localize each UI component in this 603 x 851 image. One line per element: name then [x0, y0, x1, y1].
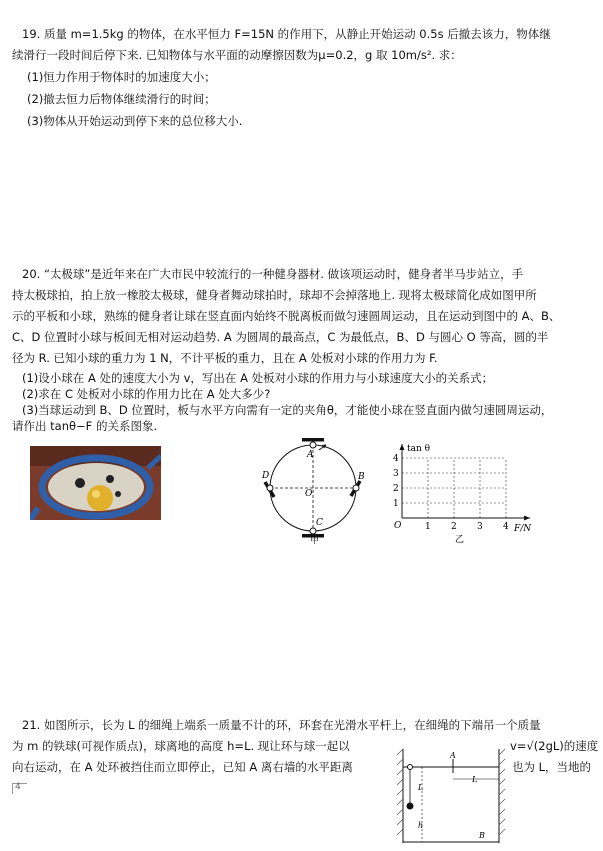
figure-q21: [395, 745, 507, 845]
x-tick-label: 4: [503, 522, 509, 532]
q21-line1: 21. 如图所示，长为 L 的细绳上端系一质量不计的环，环套在光滑水平杆上，在细绳的下端吊一个质量: [22, 718, 541, 732]
y-tick-label: 4: [393, 454, 399, 464]
q20-line5: 径为 R. 已知小球的重力为 1 N，不计平板的重力，且在 A 处板对小球的作用力为 F.: [12, 351, 438, 365]
q21-line2-left: 为 m 的铁球(可视作质点)，球离地的高度 h=L. 现让环与球一起以: [12, 739, 350, 753]
label-L-horizontal: L: [472, 775, 478, 784]
page-number: 4: [15, 782, 21, 792]
caption-jia: 甲: [310, 536, 320, 545]
label-B: B: [358, 472, 365, 482]
caption-yi: 乙: [455, 535, 465, 544]
label-h: h: [418, 821, 424, 830]
y-tick-label: 1: [393, 499, 399, 509]
q20-line1: 20. “太极球”是近年来在广大市民中较流行的一种健身器材. 做该项运动时，健身者半马步站立，手: [22, 267, 524, 281]
y-tick-label: 3: [393, 469, 399, 479]
label-O: O: [305, 489, 313, 499]
q20-item3: (3)当球运动到 B、D 位置时，板与水平方向需有一定的夹角θ，才能使小球在竖直面内做匀速圆周运动，: [22, 403, 553, 417]
figure-jia-circle: [255, 433, 375, 545]
label-D: D: [262, 471, 270, 481]
q21-line3-right: 也为 L，当地的: [512, 760, 592, 774]
label-A: A: [307, 450, 314, 460]
q21-line2-right: v=√(2gL)的速度: [510, 739, 599, 753]
x-tick-label: 1: [425, 522, 431, 532]
label-A: A: [450, 751, 456, 760]
y-tick-label: 2: [393, 484, 399, 494]
q19-item3: (3)物体从开始运动到停下来的总位移大小.: [27, 114, 243, 128]
axis-ylabel: tan θ: [407, 444, 431, 454]
q20-item2: (2)求在 C 处板对小球的作用力比在 A 处大多少?: [22, 387, 271, 401]
label-B: B: [479, 831, 485, 840]
q19-line2: 续滑行一段时间后停下来. 已知物体与水平面的动摩擦因数为μ=0.2，g 取 10m/s². 求：: [12, 48, 462, 62]
q20-item1: (1)设小球在 A 处的速度大小为 v，写出在 A 处板对小球的作用力与小球速度大小的关系式；: [22, 371, 494, 385]
label-C: C: [316, 518, 323, 528]
q20-line4: C、D 位置时小球与板间无相对运动趋势. A 为圆周的最高点，C 为最低点，B、D 与圆心 O 等高，圆的半: [12, 330, 549, 344]
q20-line2: 持太极球拍，拍上放一橡胶太极球，健身者舞动球拍时，球却不会掉落地上. 现将太极球简化成如图甲所: [12, 288, 537, 302]
taiji-racket-photo: [30, 446, 161, 520]
q19-line1: 19. 质量 m=1.5kg 的物体，在水平恒力 F=15N 的作用下，从静止开始运动 0.5s 后撤去该力，物体继: [22, 27, 551, 41]
q19-item2: (2)撤去恒力后物体继续滑行的时间；: [27, 92, 216, 106]
label-L-vertical: L: [418, 783, 424, 792]
axis-origin: O: [394, 521, 402, 531]
grid: [402, 458, 506, 518]
x-tick-label: 3: [477, 522, 483, 532]
q20-line3: 示的平板和小球，熟练的健身者让球在竖直面内始终不脱离板而做匀速圆周运动，且在运动到图中的 A、B、: [12, 309, 561, 323]
page-corner-marker: [12, 783, 27, 794]
q19-item1: (1)恒力作用于物体时的加速度大小；: [27, 70, 216, 84]
figure-yi-graph: [390, 440, 540, 544]
q21-line3-left: 向右运动，在 A 处环被挡住而立即停止，已知 A 离右墙的水平距离: [12, 760, 353, 774]
x-tick-label: 2: [451, 522, 457, 532]
q20-item3-cont: 请作出 tanθ−F 的关系图象.: [12, 419, 158, 433]
axis-xlabel: F/N: [514, 524, 532, 534]
